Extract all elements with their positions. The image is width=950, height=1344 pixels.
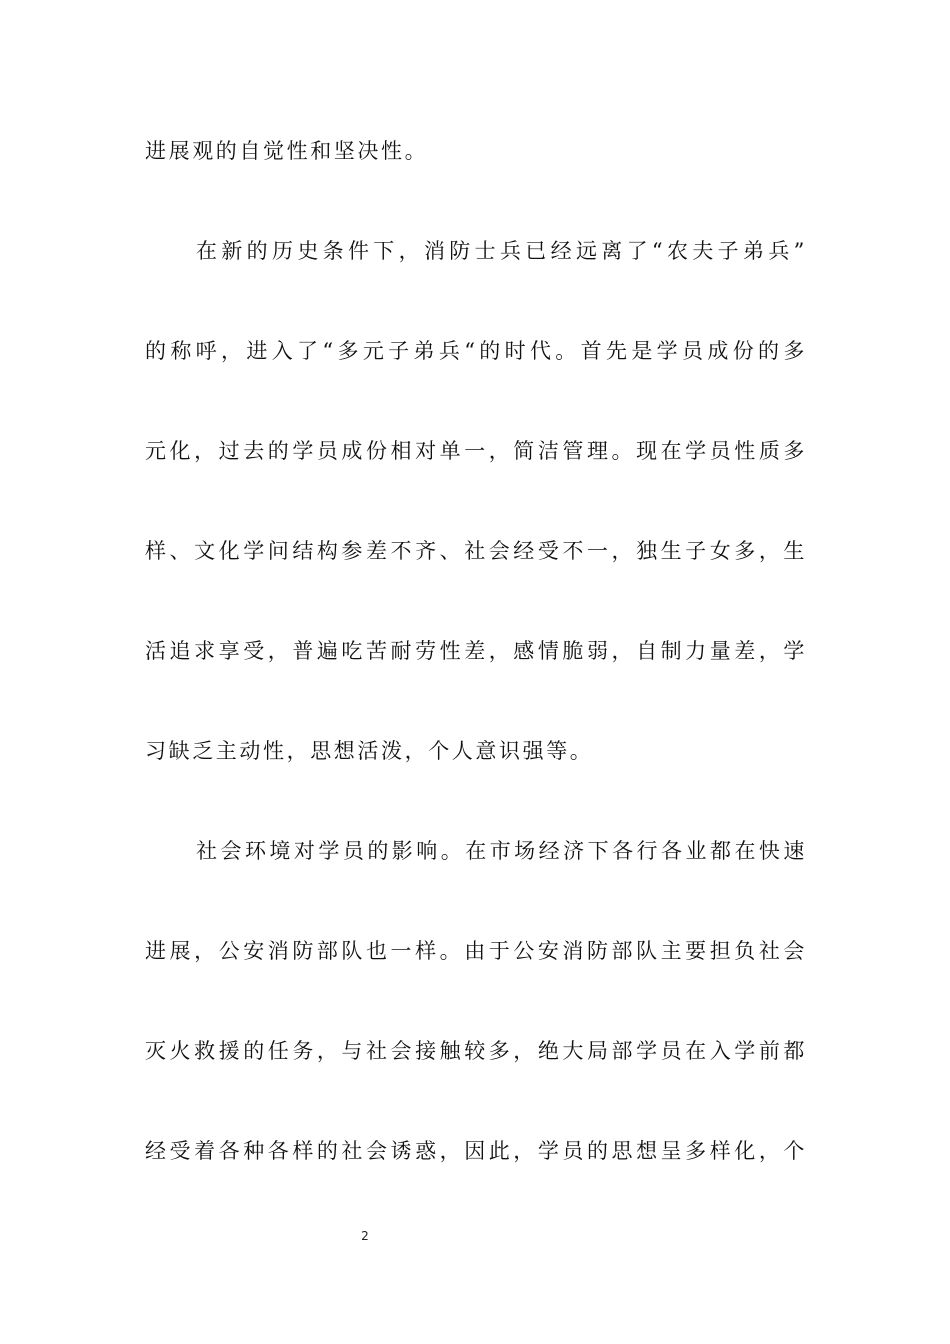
- text-line: 习缺乏主动性，思想活泼，个人意识强等。: [145, 739, 594, 763]
- text-line: 进展观的自觉性和坚决性。: [145, 139, 429, 163]
- text-line: 灭火救援的任务，与社会接触较多，绝大局部学员在入学前都: [145, 1039, 807, 1063]
- text-line: 进展，公安消防部队也一样。由于公安消防部队主要担负社会: [145, 939, 807, 963]
- page-number: 2: [361, 1229, 369, 1243]
- text-line: 的称呼，进入了“多元子弟兵“的时代。首先是学员成份的多: [145, 339, 807, 363]
- text-line: 社会环境对学员的影响。在市场经济下各行各业都在快速: [196, 839, 807, 863]
- text-line: 元化，过去的学员成份相对单一，简洁管理。现在学员性质多: [145, 439, 807, 463]
- text-line: 活追求享受，普遍吃苦耐劳性差，感情脆弱，自制力量差，学: [145, 639, 807, 663]
- text-line: 样、文化学问结构参差不齐、社会经受不一，独生子女多，生: [145, 539, 807, 563]
- text-line: 经受着各种各样的社会诱惑，因此，学员的思想呈多样化，个: [145, 1139, 807, 1163]
- text-line: 在新的历史条件下，消防士兵已经远离了“农夫子弟兵”: [196, 239, 807, 263]
